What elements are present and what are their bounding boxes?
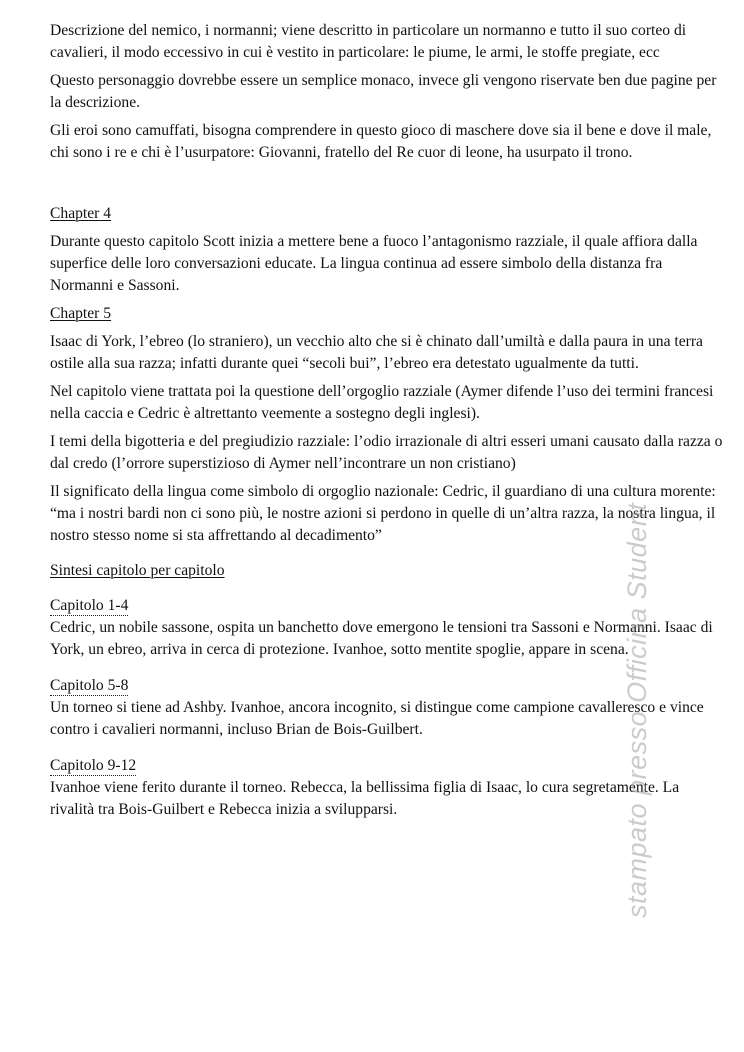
intro-paragraph: Questo personaggio dovrebbe essere un semplice monaco, invece gli vengono riservate ben due pagine per la descrizione. (50, 72, 717, 111)
chapter-5-paragraph: Il significato della lingua come simbolo di orgoglio nazionale: Cedric, il guardiano di una cultura morente: “ma i nostri bardi non ci sono più, le nostre azioni si perdono in quelle di un’altra razza, la nostra lingua, il nostro stesso nome si sta affrettando al decadimento” (50, 483, 716, 544)
chapter-5-paragraph: Isaac di York, l’ebreo (lo straniero), un vecchio alto che si è chinato dall’umiltà e dalla paura in una terra ostile alla sua razza; infatti durante quei “secoli bui”, l’ebreo era detestato ugualmente da tutti. (50, 333, 703, 372)
print-watermark: stampato presso Officina Student (622, 502, 652, 918)
chapter-4-paragraph: Durante questo capitolo Scott inizia a mettere bene a fuoco l’antagonismo razziale, il quale affiora dalla superfice delle loro conversazioni educate. La lingua continua ad essere simbolo della distanza fra Normanni e Sassoni. (50, 233, 698, 294)
chapter-4-heading: Chapter 4 (50, 205, 112, 222)
chapter-5-heading: Chapter 5 (50, 305, 112, 322)
section-spacer (50, 170, 726, 203)
summary-section-text: Un torneo si tiene ad Ashby. Ivanhoe, ancora incognito, si distingue come campione cavalleresco e vince contro i cavalieri normanni, incluso Brian de Bois-Guilbert. (50, 699, 704, 738)
intro-paragraph: Descrizione del nemico, i normanni; viene descritto in particolare un normanno e tutto il suo corteo di cavalieri, il modo eccessivo in cui è vestito in particolare: le piume, le armi, le stoffe pregiate, ecc (50, 22, 687, 61)
summary-section-title: Capitolo 9-12 (50, 757, 137, 774)
chapter-5-paragraph: I temi della bigotteria e del pregiudizio razziale: l’odio irrazionale di altri esseri umani causato dalla razza o dal credo (l’orrore superstizioso di Aymer nell’incontrare un non cristiano) (50, 433, 723, 472)
summary-section-text: Ivanhoe viene ferito durante il torneo. Rebecca, la bellissima figlia di Isaac, lo cura segretamente. La rivalità tra Bois-Guilbert e Rebecca inizia a svilupparsi. (50, 779, 680, 818)
summary-section-title: Capitolo 5-8 (50, 677, 129, 694)
chapter-5-paragraph: Nel capitolo viene trattata poi la questione dell’orgoglio razziale (Aymer difende l’uso dei termini francesi nella caccia e Cedric è altrettanto veemente a sostegno degli inglesi). (50, 383, 714, 422)
summary-section-title: Capitolo 1-4 (50, 597, 129, 614)
summary-heading: Sintesi capitolo per capitolo (50, 562, 225, 579)
summary-section-text: Cedric, un nobile sassone, ospita un banchetto dove emergono le tensioni tra Sassoni e Normanni. Isaac di York, un ebreo, arriva in cerca di protezione. Ivanhoe, sotto mentite spoglie, appare in scena. (50, 619, 713, 658)
intro-paragraph: Gli eroi sono camuffati, bisogna comprendere in questo gioco di maschere dove sia il bene e dove il male, chi sono i re e chi è l’usurpatore: Giovanni, fratello del Re cuor di leone, ha usurpato il trono. (50, 122, 712, 161)
